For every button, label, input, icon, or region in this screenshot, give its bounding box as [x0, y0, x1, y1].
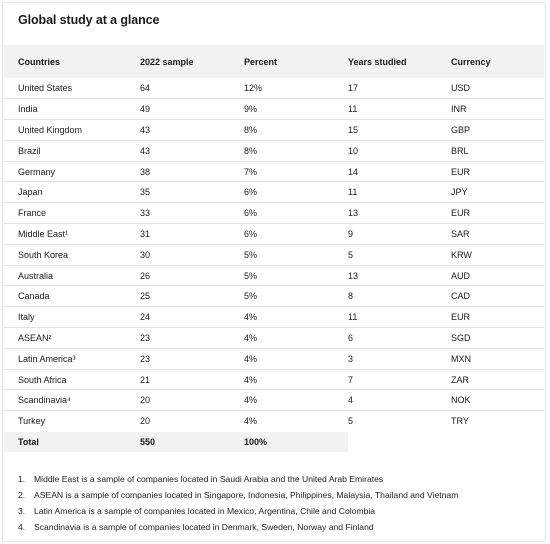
- cell-country: United Kingdom: [4, 120, 140, 141]
- cell-sample: 43: [140, 140, 244, 161]
- table-row: [4, 78, 544, 99]
- footnote-number: 3.: [18, 506, 26, 516]
- cell-years: 9: [348, 224, 451, 245]
- cell-years: 6: [348, 328, 451, 349]
- cell-sample: 25: [140, 286, 244, 307]
- footnote-text: Middle East is a sample of companies located in Saudi Arabia and the United Arab Emirates: [34, 474, 384, 484]
- cell-currency: USD: [451, 78, 544, 99]
- cell-sample: 49: [140, 99, 244, 120]
- cell-percent: 6%: [244, 224, 348, 245]
- cell-currency: EUR: [451, 203, 544, 224]
- cell-years: 17: [348, 78, 451, 99]
- total-row: [4, 432, 544, 452]
- cell-years: 7: [348, 369, 451, 390]
- cell-country: Middle East¹: [4, 224, 140, 245]
- table-row: [4, 307, 544, 328]
- cell-country: Canada: [4, 286, 140, 307]
- cell-years: 13: [348, 203, 451, 224]
- table-row: [4, 244, 544, 265]
- cell-country: Japan: [4, 182, 140, 203]
- cell-percent: 4%: [244, 348, 348, 369]
- footnote-text: Latin America is a sample of companies located in Mexico, Argentina, Chile and Colombia: [34, 506, 376, 516]
- cell-country: Latin America³: [4, 348, 140, 369]
- table-row: [4, 99, 544, 120]
- cell-percent: 5%: [244, 265, 348, 286]
- table-row: [4, 203, 544, 224]
- cell-percent: 8%: [244, 140, 348, 161]
- cell-years: 10: [348, 140, 451, 161]
- table-body: [4, 78, 544, 432]
- header-currency: Currency: [451, 56, 491, 67]
- cell-years: 15: [348, 120, 451, 141]
- cell-percent: 4%: [244, 307, 348, 328]
- table-row: [4, 140, 544, 161]
- cell-percent: 7%: [244, 161, 348, 182]
- cell-sample: 24: [140, 307, 244, 328]
- table-row: [4, 286, 544, 307]
- cell-percent: 4%: [244, 369, 348, 390]
- cell-years: 11: [348, 99, 451, 120]
- total-sample: 550: [140, 432, 244, 452]
- cell-sample: 64: [140, 78, 244, 99]
- cell-percent: 4%: [244, 416, 258, 427]
- table-row: [4, 182, 544, 203]
- cell-sample: 35: [140, 182, 244, 203]
- table-row: [4, 328, 544, 349]
- table-row: [4, 161, 544, 182]
- cell-currency: INR: [451, 99, 544, 120]
- study-table: [4, 45, 544, 452]
- cell-sample: 43: [140, 120, 244, 141]
- cell-currency: MXN: [451, 348, 544, 369]
- cell-country: South Korea: [4, 244, 140, 265]
- cell-currency: NOK: [451, 390, 544, 411]
- cell-currency: BRL: [451, 140, 544, 161]
- page-title: Global study at a glance: [18, 13, 160, 27]
- cell-sample: 31: [140, 224, 244, 245]
- cell-sample: 33: [140, 203, 244, 224]
- cell-sample: 26: [140, 265, 244, 286]
- footnote: [18, 519, 458, 535]
- cell-sample: 23: [140, 348, 244, 369]
- table-row: [4, 120, 544, 141]
- footnote: [18, 503, 458, 519]
- cell-country: United States: [4, 78, 140, 99]
- cell-currency: EUR: [451, 307, 544, 328]
- footnotes: [18, 471, 458, 535]
- cell-sample: 21: [140, 369, 244, 390]
- cell-country: ASEAN²: [4, 328, 140, 349]
- cell-currency: CAD: [451, 286, 544, 307]
- cell-years: 5: [348, 244, 451, 265]
- cell-country: Scandinavia⁴: [4, 390, 140, 411]
- table-row: [4, 348, 544, 369]
- cell-country: Germany: [4, 161, 140, 182]
- cell-percent: 9%: [244, 99, 348, 120]
- cell-percent: 5%: [244, 244, 348, 265]
- table-row: [4, 224, 544, 245]
- footnote: [18, 471, 458, 487]
- cell-years: 11: [348, 307, 451, 328]
- footnote-number: 4.: [18, 522, 26, 532]
- cell-currency: KRW: [451, 244, 544, 265]
- cell-sample: 20: [140, 390, 244, 411]
- cell-currency: GBP: [451, 120, 544, 141]
- header-countries: Countries: [18, 56, 61, 67]
- header-sample: 2022 sample: [140, 56, 194, 67]
- cell-country: Brazil: [4, 140, 140, 161]
- cell-percent: 6%: [244, 203, 348, 224]
- table-header-row: [4, 45, 544, 78]
- cell-sample: 20: [140, 416, 151, 427]
- table-row: [4, 369, 544, 390]
- table-row: [4, 265, 544, 286]
- header-percent: Percent: [244, 56, 278, 67]
- table-row: [4, 411, 544, 432]
- cell-years: 5: [348, 416, 354, 427]
- total-label: Total: [4, 432, 140, 452]
- footnote-text: ASEAN is a sample of companies located in Singapore, Indonesia, Philippines, Malaysia, Thailand and Vietnam: [34, 490, 459, 500]
- cell-currency: EUR: [451, 161, 544, 182]
- cell-years: 4: [348, 390, 451, 411]
- cell-percent: 8%: [244, 120, 348, 141]
- cell-sample: 38: [140, 161, 244, 182]
- cell-percent: 12%: [244, 78, 348, 99]
- cell-country: Turkey: [18, 416, 46, 427]
- cell-currency: JPY: [451, 182, 544, 203]
- cell-percent: 6%: [244, 182, 348, 203]
- cell-years: 8: [348, 286, 451, 307]
- footnote: [18, 487, 458, 503]
- cell-currency: SAR: [451, 224, 544, 245]
- cell-currency: SGD: [451, 328, 544, 349]
- cell-currency: ZAR: [451, 369, 544, 390]
- cell-years: 11: [348, 182, 451, 203]
- cell-percent: 5%: [244, 286, 348, 307]
- cell-years: 14: [348, 161, 451, 182]
- header-years: Years studied: [348, 56, 407, 67]
- total-percent: 100%: [244, 432, 348, 452]
- cell-years: 13: [348, 265, 451, 286]
- cell-currency: AUD: [451, 265, 544, 286]
- cell-sample: 23: [140, 328, 244, 349]
- cell-percent: 4%: [244, 390, 348, 411]
- cell-sample: 30: [140, 244, 244, 265]
- cell-country: South Africa: [4, 369, 140, 390]
- cell-country: India: [4, 99, 140, 120]
- footnote-number: 2.: [18, 490, 26, 500]
- cell-percent: 4%: [244, 328, 348, 349]
- cell-country: France: [4, 203, 140, 224]
- cell-currency: TRY: [451, 416, 469, 427]
- cell-country: Italy: [4, 307, 140, 328]
- footnote-number: 1.: [18, 474, 26, 484]
- cell-years: 3: [348, 348, 451, 369]
- cell-country: Australia: [4, 265, 140, 286]
- footnote-text: Scandinavia is a sample of companies located in Denmark, Sweden, Norway and Finland: [34, 522, 374, 532]
- table-row: [4, 390, 544, 411]
